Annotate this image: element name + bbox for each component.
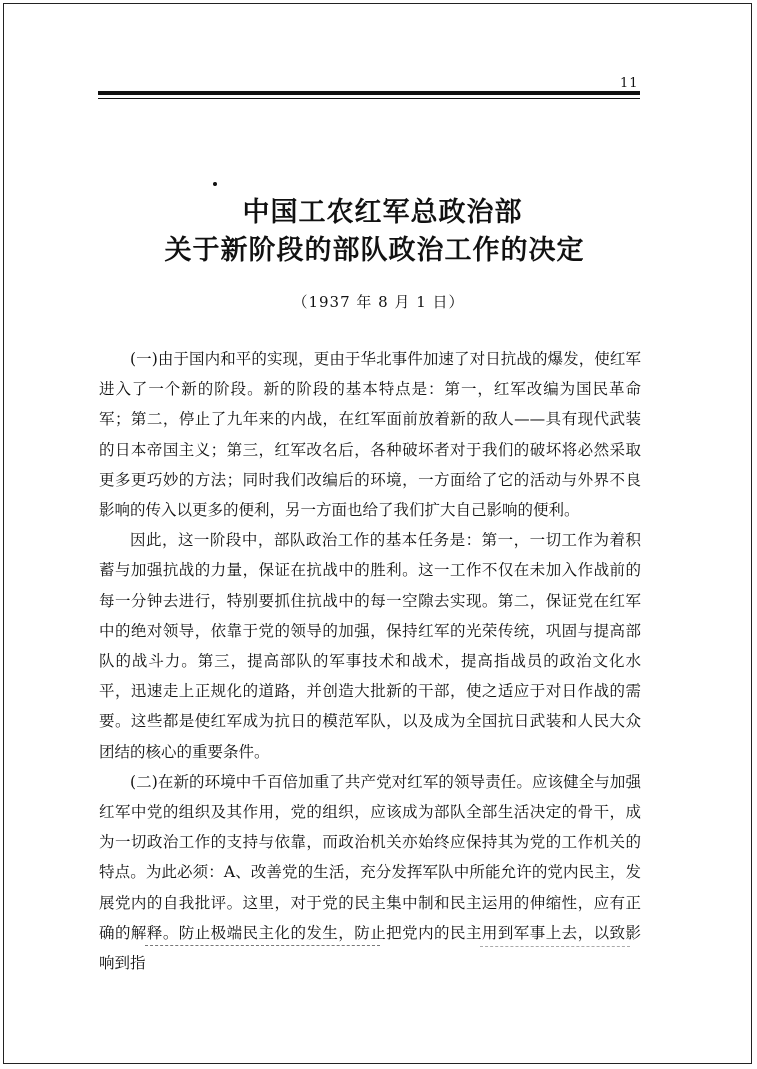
document-title-line-1: 中国工农红军总政治部 — [242, 197, 523, 228]
paragraph-2: 因此，这一阶段中，部队政治工作的基本任务是：第一，一切工作为着积蓄与加强抗战的力量，保证在抗战中的胜利。这一工作不仅在未加入作战前的每一分钟去进行，特别要抓住抗战中的每一空隙去实现。第二，保证党在红军中的绝对领导，依靠于党的领导的加强，保持红军的光荣传统，巩固与提高部队的战斗力。第三，提高部队的军事技术和战术，提高指战员的政治文化水平，迅速走上正规化的道路，并创造大批新的干部，使之适应于对日作战的需要。这些都是使红军成为抗日的模范军队，以及成为全国抗日武装和人民大众团结的核心的重要条件。 — [99, 531, 641, 761]
scan-artifact-line — [145, 945, 380, 946]
header-rule-thin — [98, 98, 640, 99]
document-title-line-2: 关于新阶段的部队政治工作的决定 — [164, 235, 585, 266]
paragraph-1: (一)由于国内和平的实现，更由于华北事件加速了对日抗战的爆发，使红军进入了一个新的阶段。新的阶段的基本特点是：第一，红军改编为国民革命军；第二，停止了九年来的内战，在红军面前放着新的敌人——具有现代武装的日本帝国主义；第三，红军改名后，各种破坏者对于我们的破坏将必然采取更多更巧妙的方法；同时我们改编后的环境，一方面给了它的活动与外界不良影响的传入以更多的便利，另一方面也给了我们扩大自己影响的便利。 — [99, 350, 641, 520]
page-number: 11 — [620, 76, 639, 91]
document-date: （1937 年 8 月 1 日） — [292, 293, 465, 311]
document-body — [99, 344, 641, 978]
paragraph-3: (二)在新的环境中千百倍加重了共产党对红军的领导责任。应该健全与加强红军中党的组织及其作用，党的组织，应该成为部队全部生活决定的骨干，成为一切政治工作的支持与依靠，而政治机关亦始终应保持其为党的工作机关的特点。为此必须：A、改善党的生活，充分发挥军队中所能允许的党内民主，发展党内的自我批评。这里，对于党的民主集中制和民主运用的伸缩性，应有正确的解释。防止极端民主化的发生，防止把党内的民主用到军事上去，以致影响到指 — [99, 772, 641, 973]
scan-artifact-line-2 — [480, 946, 630, 947]
header-rule-thick — [98, 91, 640, 95]
footnote-marker — [213, 182, 217, 186]
